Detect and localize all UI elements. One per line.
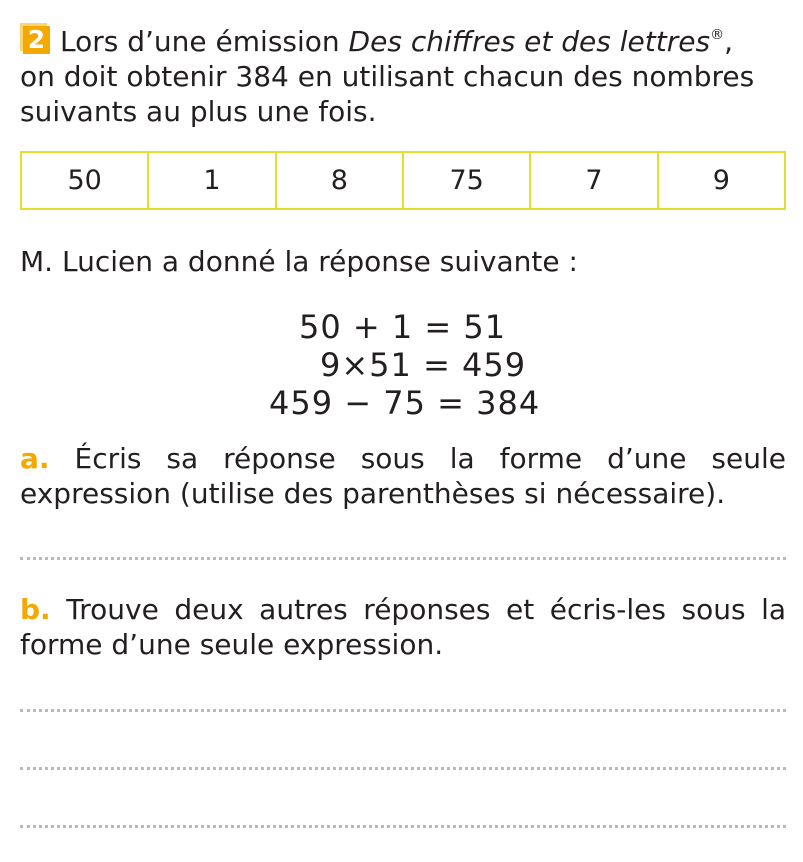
numbers-row <box>21 152 785 209</box>
lucien-statement: M. Lucien a donné la réponse suivante : <box>20 245 578 278</box>
calculation-line: 9×51 = 459 <box>320 346 527 384</box>
question-text: Trouve deux autres réponses et écris-les sous la forme d’une seule expression. <box>20 593 787 661</box>
exercise-2 <box>20 18 787 661</box>
question-b <box>20 592 786 662</box>
number-cell: 9 <box>658 152 785 209</box>
answer-line-b2[interactable] <box>20 767 786 770</box>
question-letter: b. <box>20 593 51 626</box>
number-cell: 75 <box>403 152 530 209</box>
answer-line-b3[interactable] <box>20 825 786 828</box>
question-text: Écris sa réponse sous la forme d’une seule expression (utilise des parenthèses si nécessaire). <box>20 442 786 510</box>
number-cell: 7 <box>530 152 657 209</box>
question-a <box>20 441 786 511</box>
registered-mark: ® <box>710 27 725 43</box>
number-cell: 50 <box>21 152 148 209</box>
exercise-intro: 2 Lors d’une émission Des chiffres et des lettres®, on doit obtenir 384 en utilisant chacun des nombres suivants au plus une fois. <box>20 25 755 128</box>
question-letter: a. <box>20 442 50 475</box>
answer-line-b1[interactable] <box>20 709 786 712</box>
numbers-table <box>20 151 786 210</box>
intro-text: Lors d’une émission <box>60 25 349 58</box>
show-title: Des chiffres et des lettres <box>348 25 711 58</box>
exercise-number-badge: 2 <box>20 23 50 54</box>
intro-line-3: suivants au plus une fois. <box>20 95 377 128</box>
answer-line-a[interactable] <box>20 557 786 560</box>
number-cell: 1 <box>148 152 275 209</box>
calculation-line: 50 + 1 = 51 <box>299 308 507 346</box>
calculation-line: 459 − 75 = 384 <box>269 384 541 422</box>
intro-line-2: on doit obtenir 384 en utilisant chacun des nombres <box>20 60 755 93</box>
number-cell: 8 <box>276 152 403 209</box>
